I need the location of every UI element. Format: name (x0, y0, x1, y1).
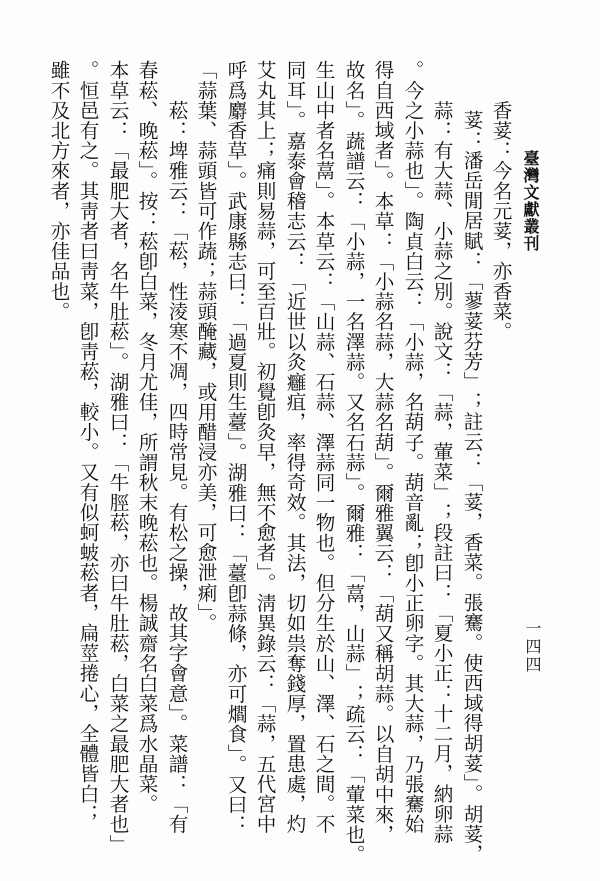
text-column: 菘：埤雅云：「菘，性淩寒不凋，四時常見。有松之操，故其字會意」。菜譜：「有 (165, 60, 188, 835)
text-column: 得自西域者」。本草：「小蒜名蒜，大蒜名葫」。爾雅翼云：「葫又稱胡蒜。以自胡中來， (371, 60, 394, 845)
text-column: 同耳」。嘉泰會稽志云：「近世以灸癰疽，率得奇效。其法，切如祟奪錢厚，置患處，灼 (283, 60, 306, 835)
text-column: 雖不及北方來者，亦佳品也。 (47, 60, 70, 322)
text-column: 。今之小蒜也」。陶貞白云：「小蒜，名葫子。葫音亂；卽小正卵字。其大蒜，乃張騫始 (401, 60, 424, 835)
page-number: 一四四 (523, 620, 542, 674)
text-column: 春菘、晚菘」。按：菘卽白菜，冬月尤佳，所謂秋末晚菘也。楊誠齋名白菜爲水晶菜。 (135, 60, 158, 814)
text-column: 呼爲麝香草」。武康縣志曰：「過夏則生薹」。湖雅曰：「薹卽蒜條，亦可爓食」。又曰： (224, 60, 247, 835)
text-column: 「蒜葉、蒜頭皆可作蔬；蒜頭醃藏，或用醋浸亦美，可愈泄痢」。 (194, 60, 217, 634)
text-column: 蒜：有大蒜、小蒜之別。說文：「蒜，葷菜」；段註曰：「夏小正：十二月，納卵蒜 (430, 60, 453, 844)
text-column: 本草云：「最肥大者，名牛肚菘」。湖雅曰：「牛脛菘，亦曰牛肚菘，白菜之最肥大者也」 (106, 60, 129, 855)
text-column: 艾丸其上；痛則易蒜，可至百壯。初覺卽灸早，無不愈者」。淸異錄云：「蒜，五代宮中 (253, 60, 276, 835)
text-column: 荽：潘岳閒居賦：「蓼荽芬芳」；註云：「荽，香菜。張騫。使西域得胡荽」。胡荽， (460, 110, 483, 864)
text-column: 。恒邑有之。其靑者曰靑菜，卽靑菘，較小。又有似蚵蚾菘者，扁莖捲心，全體皆白； (76, 60, 99, 824)
text-column: 生山中者名蒚」。本草云：「山蒜、石蒜、澤蒜同一物也。但分生於山、澤、石之間。不 (312, 60, 335, 835)
text-column: 香荽：今名元荽，亦香菜。 (489, 60, 512, 342)
running-title: 臺灣文獻叢刊 (521, 150, 540, 252)
text-column: 故名」。蔬譜云：「小蒜，一名澤蒜。又名石蒜」。爾雅：「蒚，山蒜」；疏云：「葷菜也。 (342, 60, 365, 865)
